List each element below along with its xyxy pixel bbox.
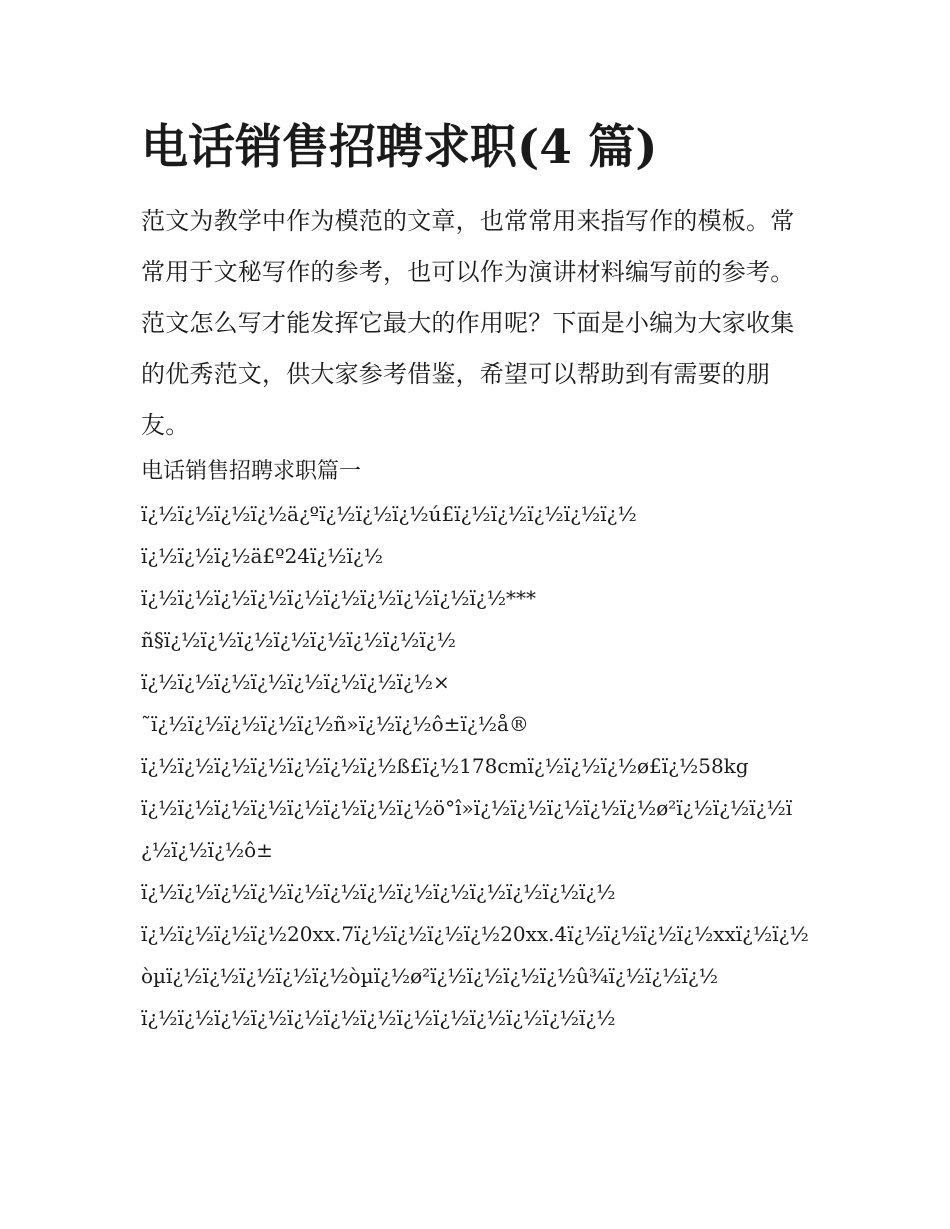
garbled-line-6: ˜ï¿½ï¿½ï¿½ï¿½ï¿½ñ»ï¿½ï¿½ô±ï¿½å® — [141, 712, 529, 736]
garbled-line-9: ï¿½ï¿½ï¿½ï¿½ï¿½ï¿½ï¿½ï¿½ï¿½ï¿½ï¿½ï¿½ï¿½ — [141, 880, 616, 904]
garbled-line-10: ï¿½ï¿½ï¿½ï¿½20xx.7ï¿½ï¿½ï¿½ï¿½20xx.4ï¿½ï¿½ï¿½ï¿½xxï¿½ï¿½òµï¿½ï¿½ï¿½ï¿½ï¿½òµï¿½ø²ï¿½ï¿½ï¿½ï¿½û¾ï¿½ï¿½ï¿½ — [141, 922, 809, 988]
garbled-line-5: ï¿½ï¿½ï¿½ï¿½ï¿½ï¿½ï¿½ï¿½× — [141, 670, 450, 694]
garbled-line-3: ï¿½ï¿½ï¿½ï¿½ï¿½ï¿½ï¿½ï¿½ï¿½ï¿½*** — [141, 586, 537, 610]
garbled-line-4: ñ§ï¿½ï¿½ï¿½ï¿½ï¿½ï¿½ï¿½ï¿½ — [141, 628, 456, 652]
document-title: 电话销售招聘求职(4 篇) — [141, 120, 658, 175]
garbled-line-11: ï¿½ï¿½ï¿½ï¿½ï¿½ï¿½ï¿½ï¿½ï¿½ï¿½ï¿½ï¿½ï¿½ — [141, 1006, 616, 1030]
garbled-line-2: ï¿½ï¿½ï¿½ä£º24ï¿½ï¿½ — [141, 544, 384, 568]
garbled-line-8: ï¿½ï¿½ï¿½ï¿½ï¿½ï¿½ï¿½ï¿½ö°î»ï¿½ï¿½ï¿½ï¿½ï¿½ø²ï¿½ï¿½ï¿½ï¿½ï¿½ï¿½ô± — [141, 796, 793, 862]
garbled-line-1: ï¿½ï¿½ï¿½ï¿½ä¿ºï¿½ï¿½ï¿½ú£ï¿½ï¿½ï¿½ï¿½ï¿½ — [141, 502, 637, 526]
intro-paragraph: 范文为教学中作为模范的文章，也常常用来指写作的模板。常常用于文秘写作的参考，也可以作为演讲材料编写前的参考。范文怎么写才能发挥它最大的作用呢？下面是小编为大家收集的优秀范文，供大家参考借鉴，希望可以帮助到有需要的朋友。 — [141, 207, 795, 439]
section-heading: 电话销售招聘求职篇一 — [141, 459, 362, 484]
document-page — [141, 112, 813, 1039]
garbled-line-7: ï¿½ï¿½ï¿½ï¿½ï¿½ï¿½ï¿½ß£ï¿½178cmï¿½ï¿½ï¿½ø£ï¿½58kg — [141, 754, 749, 778]
